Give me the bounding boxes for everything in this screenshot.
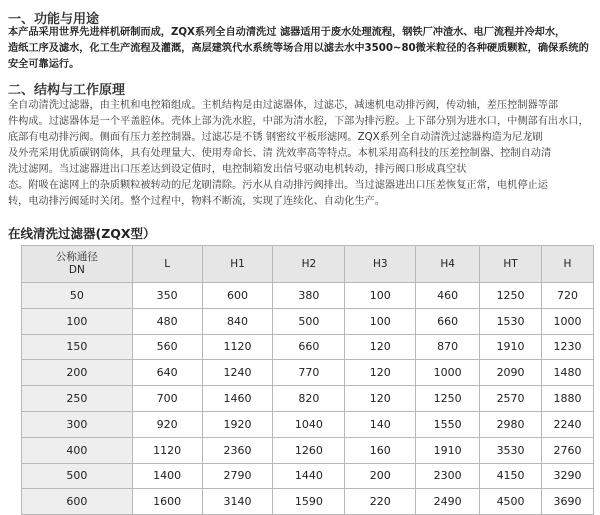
table-cell: 100	[345, 308, 416, 334]
table-cell: 1590	[273, 489, 345, 515]
table-cell: 2570	[480, 386, 542, 412]
table-cell: 920	[132, 411, 202, 437]
table-row	[22, 463, 594, 489]
table-cell: 1880	[542, 386, 594, 412]
table-cell: 500	[273, 308, 345, 334]
table-cell: 3140	[202, 489, 273, 515]
section2-line: 转，电动排污阀延时关闭。整个过程中，物料不断流，实现了连续化、自动化生产。	[8, 196, 385, 207]
table-title: 在线清洗过滤器(ZQX型）	[8, 226, 156, 241]
table-row	[22, 308, 594, 334]
table-cell: 820	[273, 386, 345, 412]
table-cell: 120	[345, 334, 416, 360]
spec-table	[21, 245, 594, 515]
section2-line: 及外壳采用优质碳钢筒体，具有处理量大、使用寿命长、清 洗效率高等特点。本机采用高科技的压差控制器、控制自动清	[8, 148, 552, 159]
section2-title: 二、结构与工作原理	[8, 83, 126, 98]
table-cell: 3290	[542, 463, 594, 489]
table-cell: 1480	[542, 360, 594, 386]
table-cell: 2790	[202, 463, 273, 489]
table-cell: 3690	[542, 489, 594, 515]
table-row	[22, 386, 594, 412]
table-cell: 560	[132, 334, 202, 360]
table-cell: 4150	[480, 463, 542, 489]
table-cell: 1550	[416, 411, 480, 437]
table-cell-dn: 50	[22, 283, 133, 309]
table-cell: 1120	[202, 334, 273, 360]
table-cell: 380	[273, 283, 345, 309]
header-h1: H1	[202, 246, 273, 283]
table-cell: 2090	[480, 360, 542, 386]
table-cell-dn: 400	[22, 437, 133, 463]
table-cell: 1230	[542, 334, 594, 360]
section2-line: 底部有电动排污阀。侧面有压力差控制器。过滤芯是不锈 钢密纹平板形滤网。ZQX系列全自动清洗过滤器构造为尼龙刷	[8, 132, 543, 143]
table-cell: 2360	[202, 437, 273, 463]
header-dn	[22, 246, 133, 283]
table-cell-dn: 600	[22, 489, 133, 515]
table-cell: 2490	[416, 489, 480, 515]
table-row	[22, 334, 594, 360]
table-cell: 1250	[480, 283, 542, 309]
table-cell: 160	[345, 437, 416, 463]
header-dn-label: 公称通径	[55, 251, 98, 263]
header-h2: H2	[273, 246, 345, 283]
table-row	[22, 360, 594, 386]
table-cell-dn: 300	[22, 411, 133, 437]
table-cell: 120	[345, 360, 416, 386]
table-cell: 1040	[273, 411, 345, 437]
table-row	[22, 489, 594, 515]
section2-line: 洗过滤网。当过滤器进出口压差达到设定值时，电控制箱发出信号驱动电机转动，排污阀口形成真空状	[8, 164, 467, 175]
table-cell: 100	[345, 283, 416, 309]
table-cell: 870	[416, 334, 480, 360]
table-cell: 220	[345, 489, 416, 515]
table-cell: 1120	[132, 437, 202, 463]
header-h4: H4	[416, 246, 480, 283]
table-row	[22, 437, 594, 463]
table-cell: 140	[345, 411, 416, 437]
table-cell: 1400	[132, 463, 202, 489]
table-cell-dn: 250	[22, 386, 133, 412]
table-cell: 1920	[202, 411, 273, 437]
table-cell: 2300	[416, 463, 480, 489]
table-cell: 700	[132, 386, 202, 412]
table-row	[22, 283, 594, 309]
header-dn-unit: DN	[68, 264, 85, 276]
table-cell: 1530	[480, 308, 542, 334]
table-cell: 3530	[480, 437, 542, 463]
table-cell: 660	[273, 334, 345, 360]
table-cell: 840	[202, 308, 273, 334]
table-cell: 1000	[416, 360, 480, 386]
section2-line: 态。附吸在滤网上的杂质颗粒被转动的尼龙刷清除。污水从自动排污阀排出。当过滤器进出口压差恢复正常，电机停止运	[8, 180, 548, 191]
table-cell: 200	[345, 463, 416, 489]
header-ht: HT	[480, 246, 542, 283]
table-cell: 660	[416, 308, 480, 334]
table-cell: 1250	[416, 386, 480, 412]
table-cell-dn: 150	[22, 334, 133, 360]
section1-line: 造纸工序及滤水，化工生产流程及灌溉，高层建筑代水系统等场合用以滤去水中3500~80微米粒径的各种硬质颗粒，确保系统的	[8, 43, 589, 54]
table-header-row	[22, 246, 594, 283]
table-row	[22, 411, 594, 437]
section1-paragraph	[8, 25, 594, 73]
table-cell: 4500	[480, 489, 542, 515]
table-cell: 1600	[132, 489, 202, 515]
table-cell-dn: 500	[22, 463, 133, 489]
table-cell: 480	[132, 308, 202, 334]
header-h3: H3	[345, 246, 416, 283]
table-cell: 120	[345, 386, 416, 412]
section2-paragraph	[8, 98, 594, 210]
table-cell: 460	[416, 283, 480, 309]
table-cell: 2240	[542, 411, 594, 437]
section1-line: 安全可靠运行。	[8, 59, 80, 70]
section1-title: 一、功能与用途	[8, 12, 100, 27]
table-cell: 2760	[542, 437, 594, 463]
table-cell: 770	[273, 360, 345, 386]
section2-line: 全自动清洗过滤器，由主机和电控箱组成。主机结构是由过滤器体，过滤芯，减速机电动排污阀，传动轴，差压控制器等部	[8, 100, 559, 111]
header-l: L	[132, 246, 202, 283]
table-cell: 350	[132, 283, 202, 309]
table-cell: 1240	[202, 360, 273, 386]
table-cell: 640	[132, 360, 202, 386]
table-cell: 2980	[480, 411, 542, 437]
header-h: H	[542, 246, 594, 283]
table-cell: 1440	[273, 463, 345, 489]
table-cell: 1910	[416, 437, 480, 463]
section2-line: 件构成。过滤器体是一个平盖腔体。壳体上部为洗水腔，中部为清水腔，下部为排污腔。上下部分别为进水口，中侧部有出水口，	[8, 116, 589, 127]
table-cell: 1260	[273, 437, 345, 463]
section1-line: 本产品采用世界先进样机研制而成，ZQX系列全自动清洗过 滤器适用于废水处理流程，钢铁厂冲渣水、电厂流程并冷却水，	[8, 27, 566, 38]
table-cell: 600	[202, 283, 273, 309]
table-cell: 720	[542, 283, 594, 309]
table-cell: 1910	[480, 334, 542, 360]
table-cell-dn: 200	[22, 360, 133, 386]
table-cell: 1000	[542, 308, 594, 334]
table-cell-dn: 100	[22, 308, 133, 334]
table-cell: 1460	[202, 386, 273, 412]
